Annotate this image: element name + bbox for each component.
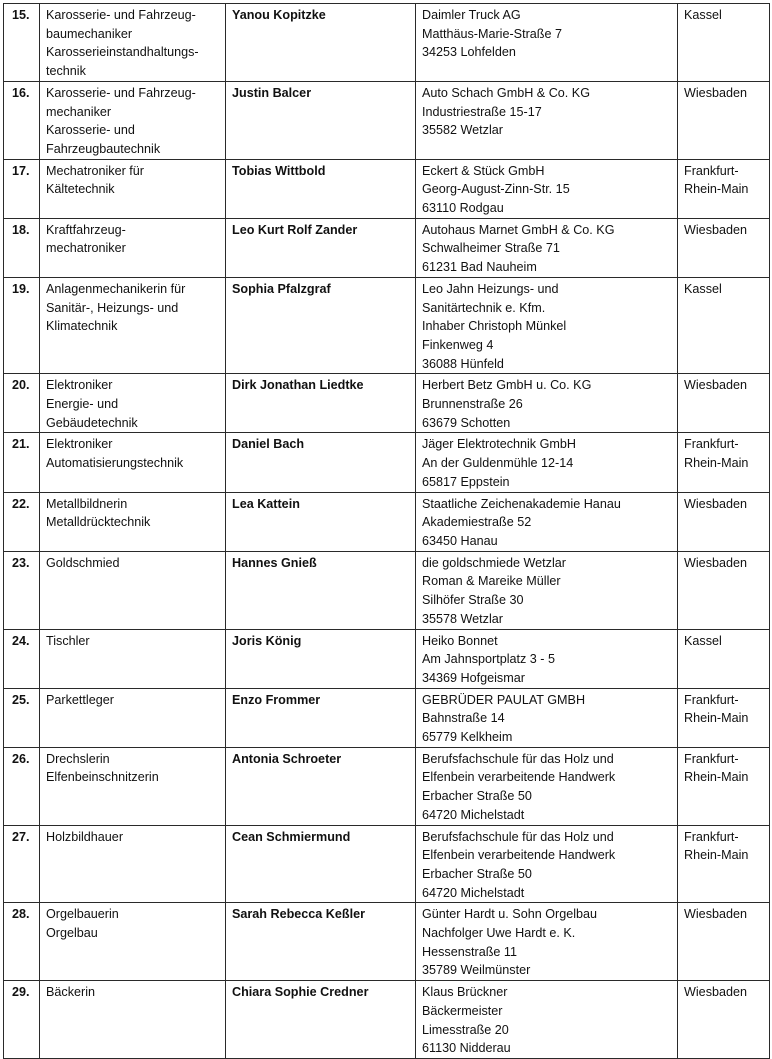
row-number: 23.	[4, 551, 40, 629]
region-line: Rhein-Main	[684, 770, 749, 785]
company-line: Brunnenstraße 26	[422, 397, 523, 412]
region-cell	[678, 981, 770, 1059]
row-number: 27.	[4, 825, 40, 903]
company-cell	[416, 629, 678, 688]
company-line: Silhöfer Straße 30	[422, 593, 524, 608]
table-row	[4, 981, 770, 1059]
company-line: Jäger Elektrotechnik GmbH	[422, 437, 576, 452]
company-line: Nachfolger Uwe Hardt e. K.	[422, 926, 576, 941]
region-line: Wiesbaden	[684, 555, 748, 570]
region-cell	[678, 4, 770, 82]
award-winners-table	[3, 3, 770, 1059]
company-line: Finkenweg 4	[422, 337, 494, 352]
company-line: 63110 Rodgau	[422, 201, 504, 216]
company-cell	[416, 825, 678, 903]
region-cell	[678, 903, 770, 981]
trade-cell	[40, 903, 226, 981]
company-line: Heiko Bonnet	[422, 633, 498, 648]
company-line: Staatliche Zeichenakademie Hanau	[422, 496, 621, 511]
company-line: Am Jahnsportplatz 3 - 5	[422, 652, 555, 667]
company-line: Hessenstraße 11	[422, 944, 517, 959]
row-number: 15.	[4, 4, 40, 82]
winner-name: Daniel Bach	[226, 433, 416, 492]
trade-line: Fahrzeugbautechnik	[46, 141, 161, 156]
region-cell	[678, 277, 770, 374]
trade-cell	[40, 159, 226, 218]
table-row	[4, 825, 770, 903]
company-line: 34253 Lohfelden	[422, 45, 516, 60]
trade-line: Orgelbau	[46, 926, 98, 941]
trade-line: Kältetechnik	[46, 182, 115, 197]
company-line: Akademiestraße 52	[422, 515, 532, 530]
winner-name: Hannes Gnieß	[226, 551, 416, 629]
company-line: 36088 Hünfeld	[422, 356, 504, 371]
trade-line: technik	[46, 64, 86, 79]
trade-line: Sanitär-, Heizungs- und	[46, 300, 179, 315]
region-line: Kassel	[684, 281, 722, 296]
company-line: Erbacher Straße 50	[422, 866, 532, 881]
table-row	[4, 159, 770, 218]
winner-name: Cean Schmiermund	[226, 825, 416, 903]
region-cell	[678, 688, 770, 747]
trade-cell	[40, 218, 226, 277]
trade-line: Holzbildhauer	[46, 829, 124, 844]
row-number: 26.	[4, 747, 40, 825]
trade-cell	[40, 551, 226, 629]
trade-line: Karosserieinstandhaltungs-	[46, 45, 199, 60]
company-cell	[416, 159, 678, 218]
table-row	[4, 433, 770, 492]
table-row	[4, 629, 770, 688]
trade-cell	[40, 629, 226, 688]
company-line: Sanitärtechnik e. Kfm.	[422, 300, 546, 315]
company-line: Georg-August-Zinn-Str. 15	[422, 182, 570, 197]
company-line: Klaus Brückner	[422, 985, 508, 1000]
region-line: Frankfurt-	[684, 751, 739, 766]
company-line: Bäckermeister	[422, 1003, 503, 1018]
trade-line: mechatroniker	[46, 241, 126, 256]
winner-name: Sophia Pfalzgraf	[226, 277, 416, 374]
company-line: 64720 Michelstadt	[422, 885, 525, 900]
company-cell	[416, 688, 678, 747]
company-cell	[416, 433, 678, 492]
trade-line: Energie- und	[46, 397, 119, 412]
trade-line: Tischler	[46, 633, 90, 648]
company-cell	[416, 551, 678, 629]
trade-cell	[40, 688, 226, 747]
company-line: 35582 Wetzlar	[422, 123, 503, 138]
trade-line: Elektroniker	[46, 437, 113, 452]
company-cell	[416, 277, 678, 374]
trade-cell	[40, 981, 226, 1059]
company-line: Autohaus Marnet GmbH & Co. KG	[422, 222, 615, 237]
region-cell	[678, 551, 770, 629]
trade-line: Metalldrücktechnik	[46, 515, 151, 530]
winner-name: Joris König	[226, 629, 416, 688]
winner-name: Enzo Frommer	[226, 688, 416, 747]
trade-cell	[40, 492, 226, 551]
region-line: Frankfurt-	[684, 437, 739, 452]
region-line: Frankfurt-	[684, 829, 739, 844]
company-line: 35789 Weilmünster	[422, 963, 531, 978]
company-cell	[416, 218, 678, 277]
region-cell	[678, 159, 770, 218]
region-line: Frankfurt-	[684, 692, 739, 707]
winner-name: Leo Kurt Rolf Zander	[226, 218, 416, 277]
trade-line: Karosserie- und	[46, 123, 135, 138]
table-row	[4, 688, 770, 747]
table-body	[4, 4, 770, 1059]
region-line: Frankfurt-	[684, 163, 739, 178]
trade-line: Orgelbauerin	[46, 907, 119, 922]
row-number: 28.	[4, 903, 40, 981]
trade-line: Gebäudetechnik	[46, 415, 138, 430]
winner-name: Lea Kattein	[226, 492, 416, 551]
region-line: Kassel	[684, 8, 722, 22]
region-cell	[678, 433, 770, 492]
company-line: An der Guldenmühle 12-14	[422, 456, 574, 471]
table-row	[4, 374, 770, 433]
company-line: Berufsfachschule für das Holz und	[422, 829, 614, 844]
company-line: GEBRÜDER PAULAT GMBH	[422, 692, 586, 707]
region-line: Rhein-Main	[684, 456, 749, 471]
company-line: Günter Hardt u. Sohn Orgelbau	[422, 907, 598, 922]
company-line: Bahnstraße 14	[422, 711, 505, 726]
region-line: Wiesbaden	[684, 85, 748, 100]
row-number: 20.	[4, 374, 40, 433]
table-row	[4, 551, 770, 629]
winner-name: Dirk Jonathan Liedtke	[226, 374, 416, 433]
company-line: Roman & Mareike Müller	[422, 574, 561, 589]
company-line: 65817 Eppstein	[422, 474, 510, 489]
company-cell	[416, 81, 678, 159]
company-line: Industriestraße 15-17	[422, 104, 542, 119]
region-line: Wiesbaden	[684, 378, 748, 393]
winner-name: Yanou Kopitzke	[226, 4, 416, 82]
region-line: Rhein-Main	[684, 711, 749, 726]
company-line: Daimler Truck AG	[422, 8, 521, 22]
trade-line: Mechatroniker für	[46, 163, 144, 178]
table-row	[4, 903, 770, 981]
winner-name: Justin Balcer	[226, 81, 416, 159]
company-line: Eckert & Stück GmbH	[422, 163, 545, 178]
winner-name: Chiara Sophie Credner	[226, 981, 416, 1059]
table-row	[4, 218, 770, 277]
trade-cell	[40, 825, 226, 903]
company-line: 63450 Hanau	[422, 533, 498, 548]
company-line: die goldschmiede Wetzlar	[422, 555, 566, 570]
row-number: 22.	[4, 492, 40, 551]
trade-line: baumechaniker	[46, 26, 133, 41]
row-number: 29.	[4, 981, 40, 1059]
region-line: Wiesbaden	[684, 907, 748, 922]
company-line: Elfenbein verarbeitende Handwerk	[422, 848, 616, 863]
trade-cell	[40, 374, 226, 433]
winner-name: Tobias Wittbold	[226, 159, 416, 218]
company-line: 65779 Kelkheim	[422, 730, 513, 745]
region-cell	[678, 825, 770, 903]
table-row	[4, 4, 770, 82]
region-cell	[678, 492, 770, 551]
trade-line: Anlagenmechanikerin für	[46, 281, 186, 296]
company-line: 35578 Wetzlar	[422, 611, 503, 626]
row-number: 21.	[4, 433, 40, 492]
trade-cell	[40, 747, 226, 825]
trade-cell	[40, 81, 226, 159]
row-number: 18.	[4, 218, 40, 277]
region-cell	[678, 629, 770, 688]
company-line: Leo Jahn Heizungs- und	[422, 281, 559, 296]
region-line: Kassel	[684, 633, 722, 648]
trade-line: Karosserie- und Fahrzeug-	[46, 85, 196, 100]
company-line: 64720 Michelstadt	[422, 807, 525, 822]
company-line: 61231 Bad Nauheim	[422, 260, 537, 275]
region-line: Rhein-Main	[684, 848, 749, 863]
company-line: Herbert Betz GmbH u. Co. KG	[422, 378, 592, 393]
region-cell	[678, 747, 770, 825]
row-number: 16.	[4, 81, 40, 159]
company-line: Inhaber Christoph Münkel	[422, 319, 567, 334]
trade-line: Automatisierungstechnik	[46, 456, 184, 471]
company-cell	[416, 492, 678, 551]
company-cell	[416, 747, 678, 825]
trade-line: mechaniker	[46, 104, 112, 119]
winner-name: Sarah Rebecca Keßler	[226, 903, 416, 981]
table-row	[4, 747, 770, 825]
region-cell	[678, 374, 770, 433]
trade-line: Elektroniker	[46, 378, 113, 393]
trade-line: Bäckerin	[46, 985, 95, 1000]
company-line: Erbacher Straße 50	[422, 789, 532, 804]
row-number: 24.	[4, 629, 40, 688]
table-row	[4, 81, 770, 159]
row-number: 19.	[4, 277, 40, 374]
company-line: Matthäus-Marie-Straße 7	[422, 26, 562, 41]
company-line: Berufsfachschule für das Holz und	[422, 751, 614, 766]
table-row	[4, 492, 770, 551]
region-line: Wiesbaden	[684, 985, 748, 1000]
company-line: Schwalheimer Straße 71	[422, 241, 560, 256]
winner-name: Antonia Schroeter	[226, 747, 416, 825]
region-cell	[678, 218, 770, 277]
row-number: 25.	[4, 688, 40, 747]
trade-cell	[40, 4, 226, 82]
company-line: Auto Schach GmbH & Co. KG	[422, 85, 590, 100]
trade-line: Drechslerin	[46, 751, 110, 766]
trade-line: Parkettleger	[46, 692, 114, 707]
trade-line: Metallbildnerin	[46, 496, 128, 511]
trade-cell	[40, 433, 226, 492]
region-cell	[678, 81, 770, 159]
region-line: Wiesbaden	[684, 496, 748, 511]
trade-line: Klimatechnik	[46, 319, 118, 334]
region-line: Wiesbaden	[684, 222, 748, 237]
company-line: Limesstraße 20	[422, 1022, 509, 1037]
company-cell	[416, 374, 678, 433]
company-line: Elfenbein verarbeitende Handwerk	[422, 770, 616, 785]
trade-line: Karosserie- und Fahrzeug-	[46, 8, 196, 22]
table-row	[4, 277, 770, 374]
company-line: 61130 Nidderau	[422, 1041, 511, 1056]
company-cell	[416, 4, 678, 82]
company-line: 63679 Schotten	[422, 415, 511, 430]
trade-line: Elfenbeinschnitzerin	[46, 770, 159, 785]
trade-line: Goldschmied	[46, 555, 120, 570]
company-line: 34369 Hofgeismar	[422, 670, 525, 685]
region-line: Rhein-Main	[684, 182, 749, 197]
company-cell	[416, 981, 678, 1059]
trade-cell	[40, 277, 226, 374]
trade-line: Kraftfahrzeug-	[46, 222, 126, 237]
row-number: 17.	[4, 159, 40, 218]
company-cell	[416, 903, 678, 981]
